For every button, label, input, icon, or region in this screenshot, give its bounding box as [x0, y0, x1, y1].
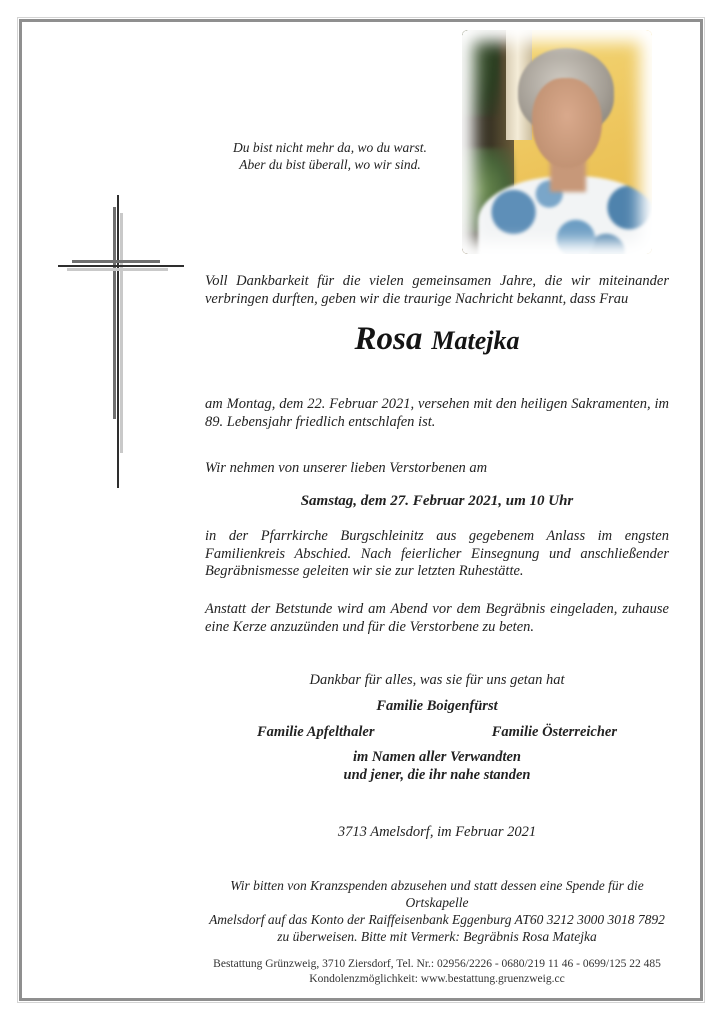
- farewell-intro: Wir nehmen von unserer lieben Verstorbenen am: [205, 460, 488, 476]
- memorial-quote: [180, 139, 480, 173]
- family-left: Familie Apfelthaler: [257, 724, 375, 740]
- betstunde-note: Anstatt der Betstunde wird am Abend vor dem Begräbnis eingeladen, zuhause eine Kerze anzuzünden und für die Verstorbene zu beten.: [205, 601, 669, 635]
- cross-horizontal-black-line: [58, 265, 184, 267]
- photo-feathered-edge: [462, 30, 652, 254]
- quote-line-1: Du bist nicht mehr da, wo du warst.: [233, 140, 427, 155]
- funeral-details: in der Pfarrkirche Burgschleinitz aus gegebenem Anlass im engsten Familienkreis Abschied. Nach feierlicher Einsegnung und anschließender Begräbnismesse geleiten wir sie zur letzten Ruhestätte.: [205, 528, 669, 579]
- donation-line-1: Wir bitten von Kranzspenden abzusehen und statt dessen eine Spende für die Ortskapelle: [230, 878, 644, 910]
- funeral-home-footer: [155, 957, 719, 986]
- cross-vertical-light-bar: [120, 213, 123, 453]
- cross-vertical-black-line: [117, 195, 119, 488]
- in-names-line-2: und jener, die ihr nahe standen: [343, 766, 531, 783]
- in-names-block: [205, 749, 669, 784]
- donation-line-2: Amelsdorf auf das Konto der Raiffeisenbank Eggenburg AT60 3212 3000 3018 7892: [209, 912, 665, 927]
- portrait-photo: [462, 30, 652, 254]
- gratitude-line: Dankbar für alles, was sie für uns getan hat: [309, 672, 565, 688]
- cross-horizontal-light-bar: [67, 268, 168, 271]
- cross-horizontal-gray-bar: [72, 260, 160, 263]
- place-date: 3713 Amelsdorf, im Februar 2021: [337, 824, 537, 840]
- donation-note: [205, 877, 669, 945]
- cross-vertical-gray-bar: [113, 207, 116, 419]
- footer-condolence-line: Kondolenzmöglichkeit: www.bestattung.gruenzweig.cc: [309, 972, 565, 985]
- footer-contact-line: Bestattung Grünzweig, 3710 Ziersdorf, Tel. Nr.: 02956/2226 - 0680/219 11 46 - 0699/125 22 485: [213, 958, 661, 970]
- family-right: Familie Österreicher: [491, 724, 617, 740]
- deceased-name: [205, 321, 669, 357]
- family-main: Familie Boigenfürst: [376, 698, 498, 714]
- funeral-datetime: Samstag, dem 27. Februar 2021, um 10 Uhr: [300, 493, 574, 509]
- donation-line-3: zu überweisen. Bitte mit Vermerk: Begräbnis Rosa Matejka: [277, 929, 597, 944]
- family-row: [205, 724, 669, 742]
- quote-line-2: Aber du bist überall, wo wir sind.: [239, 157, 421, 172]
- deceased-last-name: Matejka: [431, 326, 520, 355]
- announcement-intro: Voll Dankbarkeit für die vielen gemeinsamen Jahre, die wir miteinander verbringen durften, geben wir die traurige Nachricht bekannt, dass Frau: [205, 273, 669, 307]
- death-info: am Montag, dem 22. Februar 2021, versehen mit den heiligen Sakramenten, im 89. Lebensjahr friedlich entschlafen ist.: [205, 396, 669, 430]
- in-names-line-1: im Namen aller Verwandten: [353, 749, 521, 765]
- deceased-first-name: Rosa: [354, 321, 423, 357]
